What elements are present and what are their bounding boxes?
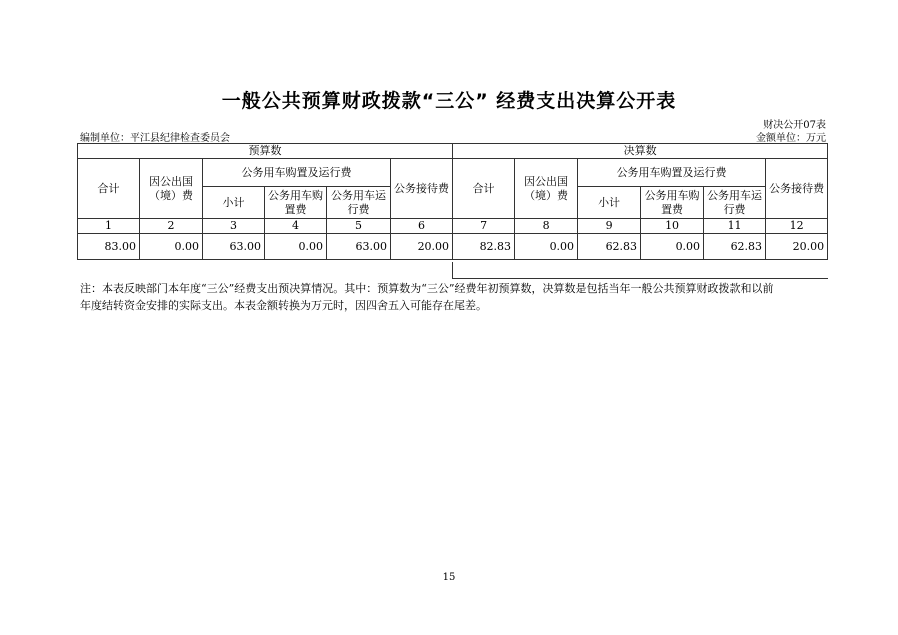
page-title: 一般公共预算财政拨款“三公” 经费支出决算公开表 xyxy=(221,90,677,112)
value-row xyxy=(78,234,828,260)
column-number-row xyxy=(78,219,828,234)
final-vehicle-operation-header: 公务用车运行费 xyxy=(704,187,766,219)
final-subtotal-header: 小计 xyxy=(578,187,641,219)
value-cell: 20.00 xyxy=(766,234,828,260)
col-number: 5 xyxy=(327,219,391,234)
header-row-1 xyxy=(78,159,828,187)
value-cell: 0.00 xyxy=(641,234,704,260)
amount-unit: 金额单位：万元 xyxy=(756,133,826,144)
value-cell: 63.00 xyxy=(203,234,265,260)
budget-reception-header: 公务接待费 xyxy=(391,159,453,219)
budget-vehicle-purchase-header: 公务用车购置费 xyxy=(265,187,327,219)
value-cell: 63.00 xyxy=(327,234,391,260)
final-abroad-header: 因公出国（境）费 xyxy=(515,159,578,219)
table-note: 注：本表反映部门本年度“三公”经费支出预决算情况。其中：预算数为“三公”经费年初预算数，决算数是包括当年一般公共预算财政拨款和以前年度结转资金安排的实际支出。本表金额转换为万元时，因四舍五入可能存在尾差。 xyxy=(80,282,774,312)
budget-abroad-header: 因公出国（境）费 xyxy=(140,159,203,219)
compiling-unit: 编制单位：平江县纪律检查委员会 xyxy=(80,133,230,144)
form-code: 财决公开07表 xyxy=(763,120,826,131)
value-cell: 0.00 xyxy=(515,234,578,260)
col-number: 12 xyxy=(766,219,828,234)
value-cell: 82.83 xyxy=(453,234,515,260)
final-reception-header: 公务接待费 xyxy=(766,159,828,219)
budget-vehicle-operation-header: 公务用车运行费 xyxy=(327,187,391,219)
col-number: 10 xyxy=(641,219,704,234)
group-header-row xyxy=(78,144,828,159)
budget-subtotal-header: 小计 xyxy=(203,187,265,219)
col-number: 7 xyxy=(453,219,515,234)
col-number: 4 xyxy=(265,219,327,234)
final-total-header: 合计 xyxy=(453,159,515,219)
value-cell: 83.00 xyxy=(78,234,140,260)
value-cell: 20.00 xyxy=(391,234,453,260)
value-cell: 0.00 xyxy=(140,234,203,260)
final-group-header: 决算数 xyxy=(453,144,828,159)
page-number: 15 xyxy=(442,572,456,583)
budget-group-header: 预算数 xyxy=(78,144,453,159)
col-number: 1 xyxy=(78,219,140,234)
col-number: 6 xyxy=(391,219,453,234)
value-cell: 62.83 xyxy=(704,234,766,260)
col-number: 8 xyxy=(515,219,578,234)
col-number: 11 xyxy=(704,219,766,234)
table-tail-border xyxy=(452,262,828,279)
value-cell: 62.83 xyxy=(578,234,641,260)
three-public-expense-table xyxy=(77,143,828,260)
budget-vehicle-group-header: 公务用车购置及运行费 xyxy=(203,159,391,187)
value-cell: 0.00 xyxy=(265,234,327,260)
final-vehicle-purchase-header: 公务用车购置费 xyxy=(641,187,704,219)
col-number: 9 xyxy=(578,219,641,234)
col-number: 2 xyxy=(140,219,203,234)
budget-total-header: 合计 xyxy=(78,159,140,219)
final-vehicle-group-header: 公务用车购置及运行费 xyxy=(578,159,766,187)
col-number: 3 xyxy=(203,219,265,234)
